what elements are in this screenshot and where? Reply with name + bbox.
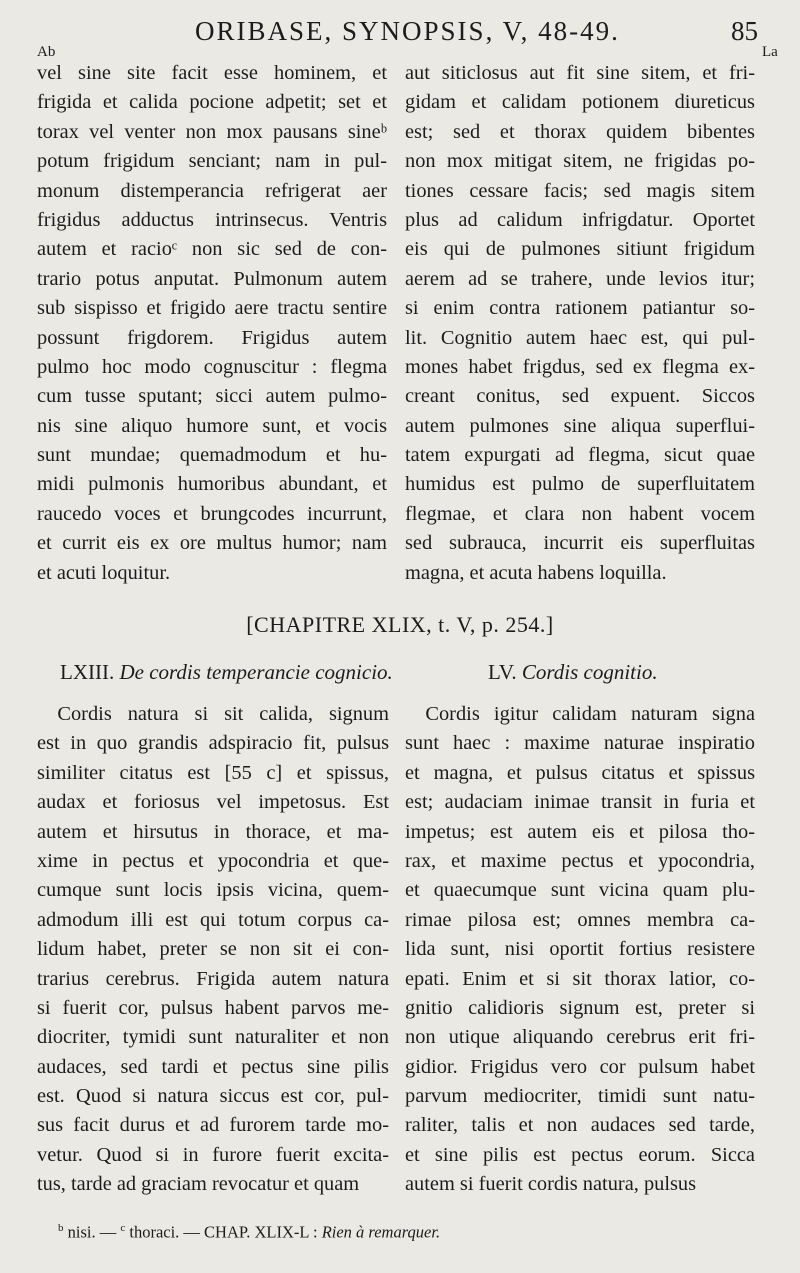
- text-line: frigida et calida pocione adpetit; set et: [37, 91, 387, 114]
- text-line: sunt haec : maxime naturae inspiratio: [405, 732, 755, 755]
- text-line: gidior. Frigidus vero cor pulsum habet: [405, 1055, 755, 1078]
- text-line: creant conitus, sed expuent. Siccos: [405, 385, 755, 408]
- text-line: lidum habet, preter se non sit ei con-: [37, 938, 389, 961]
- text-line: cum tusse sputant; sicci autem pulmo-: [37, 385, 387, 408]
- text-line: tatem expurgati ad flegma, sicut quae: [405, 444, 755, 467]
- text-line: trarius cerebrus. Frigida autem natura: [37, 967, 389, 990]
- text-line: eis qui de pulmones sitiunt frigidum: [405, 238, 755, 261]
- section-number: LV.: [488, 660, 517, 684]
- text-line: sus facit durus et ad furorem tarde mo-: [37, 1114, 389, 1137]
- section-heading-right: [488, 660, 658, 685]
- text-line: midi pulmonis humoribus abundant, et: [37, 473, 387, 496]
- running-head: [0, 14, 800, 54]
- latin-text-right-top: [405, 59, 755, 588]
- text-line: est in quo grandis adspiracio fit, pulsus: [37, 732, 389, 755]
- text-line: autem si fuerit cordis natura, pulsus: [405, 1173, 697, 1196]
- text-line: tiones cessare facis; sed magis sitem: [405, 179, 755, 202]
- section-title: De cordis temperancie cognicio.: [119, 660, 393, 684]
- footnote-text: thoraci. — CHAP. XLIX-L :: [129, 1222, 318, 1242]
- footnote-mark: b: [58, 1222, 64, 1234]
- text-line: audax et foriosus vel impetosus. Est: [37, 791, 389, 814]
- text-line: lit. Cognitio autem haec est, qui pul-: [405, 326, 755, 349]
- section-title: Cordis cognitio.: [521, 660, 658, 684]
- chapter-reference: [CHAPITRE XLIX, t. V, p. 254.]: [246, 612, 554, 637]
- text-line: diocriter, tymidi sunt naturaliter et non: [37, 1026, 389, 1049]
- text-line: monum distemperancia refrigerat aer: [37, 179, 387, 202]
- text-line: torax vel venter non mox pausans sineᵇ: [37, 120, 387, 143]
- text-line: autem et racioᶜ non sic sed de con-: [37, 238, 387, 261]
- text-line: humidus est pulmo de superfluitatem: [405, 473, 755, 496]
- text-line: est; sed et thorax quidem bibentes: [405, 120, 755, 143]
- text-line: potum frigidum senciant; nam in pul-: [37, 150, 387, 173]
- text-line: plus ad calidum infrigdatur. Oportet: [405, 208, 755, 231]
- text-line: audaces, sed tardi et pectus sine pilis: [37, 1055, 389, 1078]
- text-line: autem et hirsutus in thorace, et ma-: [37, 820, 389, 843]
- text-line: xime in pectus et ypocondria et que-: [37, 849, 389, 872]
- text-line: magna, et acuta habens loquilla.: [405, 561, 667, 584]
- running-title: ORIBASE, SYNOPSIS, V, 48-49.: [195, 16, 620, 46]
- text-line: admodum illi est qui totum corpus ca-: [37, 908, 389, 931]
- text-line: frigidus adductus intrinsecus. Ventris: [37, 208, 387, 231]
- text-line: et sine pilis est pectus eorum. Sicca: [405, 1143, 755, 1166]
- text-line: tus, tarde ad graciam revocatur et quam: [37, 1173, 360, 1196]
- text-line: et quaecumque sunt vicina quam plu-: [405, 879, 755, 902]
- left-column-marker: Ab: [37, 44, 56, 60]
- text-line: non mox mitigat sitem, ne frigidas po-: [405, 150, 755, 173]
- text-line: epati. Enim et si sit thorax latior, co-: [405, 967, 755, 990]
- text-line: raliter, talis et non audaces sed tarde,: [405, 1114, 755, 1137]
- text-line: nis sine aliquo humore sunt, et vocis: [37, 414, 387, 437]
- text-line: Cordis igitur calidam naturam signa: [405, 703, 755, 725]
- text-line: vel sine site facit esse hominem, et: [37, 62, 387, 84]
- text-line: gidam et calidam potionem diureticus: [405, 91, 755, 114]
- text-line: aerem ad se trahere, unde levios itur;: [405, 267, 755, 290]
- text-line: rax, et maxime pectus et ypocondria,: [405, 849, 755, 872]
- text-line: si fuerit cor, pulsus habent parvos me-: [37, 996, 389, 1019]
- text-line: et acuti loquitur.: [37, 561, 171, 584]
- latin-text-left-top: [37, 59, 387, 588]
- text-line: pulmo hoc modo cognuscitur : flegma: [37, 355, 387, 378]
- right-column-marker: La: [762, 44, 778, 60]
- text-line: possunt frigdorem. Frigidus autem: [37, 326, 387, 349]
- text-line: sunt mundae; quemadmodum et hu-: [37, 444, 387, 467]
- text-line: non utique aliquando cerebrus erit fri-: [405, 1026, 755, 1049]
- section-number: LXIII.: [60, 660, 115, 684]
- text-line: sub sispisso et frigido aere tractu sentire: [37, 297, 387, 320]
- text-line: cumque sunt locis ipsis vicina, quem-: [37, 879, 389, 902]
- text-line: et currit eis ex ore multus humor; nam: [37, 532, 387, 555]
- text-line: raucedo voces et brungcodes incurrunt,: [37, 502, 387, 525]
- text-line: impetus; est autem eis et pilosa tho-: [405, 820, 755, 843]
- footnote-remark: Rien à remarquer.: [321, 1222, 441, 1242]
- text-line: parvum mediocriter, timidi sunt natu-: [405, 1085, 755, 1108]
- page-number: 85: [731, 16, 758, 46]
- text-line: est. Quod si natura siccus est cor, pul-: [37, 1085, 389, 1108]
- section-heading-left: [60, 660, 393, 685]
- text-line: flegmae, et clara non habent vocem: [405, 502, 755, 525]
- text-line: trario potus anputat. Pulmonum autem: [37, 267, 387, 290]
- text-line: autem pulmones sine aliqua superflui-: [405, 414, 755, 437]
- footnote-mark: c: [120, 1222, 126, 1234]
- text-line: rimae pilosa est; omnes membra ca-: [405, 908, 755, 931]
- text-line: similiter citatus est [55 c] et spissus,: [37, 761, 389, 784]
- latin-text-left-bottom: [37, 700, 389, 1200]
- text-line: sed subrauca, incurrit eis superfluitas: [405, 532, 755, 555]
- footnotes: [58, 1222, 440, 1243]
- footnote-text: nisi. —: [67, 1222, 117, 1242]
- text-line: si enim contra rationem patiantur so-: [405, 297, 755, 320]
- text-line: Cordis natura si sit calida, signum: [37, 703, 389, 725]
- text-line: est; audaciam inimae transit in furia et: [405, 791, 755, 814]
- text-line: vetur. Quod si in furore fuerit excita-: [37, 1143, 389, 1166]
- text-line: et magna, et pulsus citatus et spissus: [405, 761, 755, 784]
- latin-text-right-bottom: [405, 700, 755, 1200]
- text-line: lida sunt, nisi oportit fortius resistere: [405, 938, 755, 961]
- text-line: gnitio calidioris signum est, preter si: [405, 996, 755, 1019]
- text-line: mones habet frigdus, sed ex flegma ex-: [405, 355, 755, 378]
- text-line: aut siticlosus aut fit sine sitem, et fri-: [405, 62, 755, 84]
